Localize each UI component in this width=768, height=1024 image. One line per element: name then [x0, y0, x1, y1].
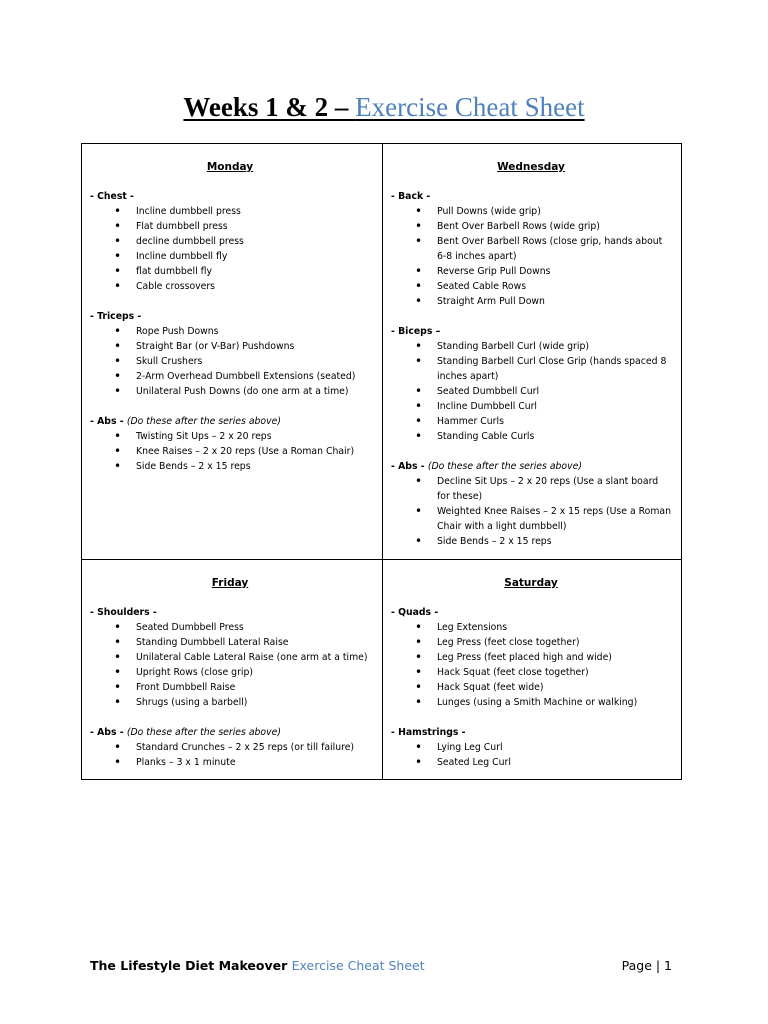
- exercise-item: • Twisting Sit Ups – 2 x 20 reps: [114, 429, 370, 444]
- exercise-item: • Decline Sit Ups – 2 x 20 reps (Use a slant board for these): [415, 474, 671, 504]
- group-heading-label: - Hamstrings -: [391, 727, 466, 738]
- exercise-item: • Upright Rows (close grip): [114, 665, 370, 680]
- exercise-item: • Hack Squat (feet wide): [415, 680, 671, 695]
- group-heading-label: - Abs -: [90, 416, 127, 427]
- muscle-group: [90, 605, 370, 710]
- exercise-item: • Flat dumbbell press: [114, 219, 370, 234]
- exercise-list: [90, 429, 370, 474]
- group-heading-label: - Shoulders -: [90, 607, 157, 618]
- exercise-item: • Pull Downs (wide grip): [415, 204, 671, 219]
- exercise-item: • Incline dumbbell press: [114, 204, 370, 219]
- exercise-item: • Bent Over Barbell Rows (close grip, hands about 6-8 inches apart): [415, 234, 671, 264]
- exercise-item: • Standing Barbell Curl Close Grip (hands spaced 8 inches apart): [415, 354, 671, 384]
- exercise-list: [391, 474, 671, 549]
- group-heading-label: - Back -: [391, 191, 431, 202]
- group-heading: [90, 414, 370, 429]
- exercise-item: • Seated Cable Rows: [415, 279, 671, 294]
- muscle-group: [90, 725, 370, 770]
- exercise-item: • Leg Extensions: [415, 620, 671, 635]
- exercise-item: • Bent Over Barbell Rows (wide grip): [415, 219, 671, 234]
- exercise-list: [90, 740, 370, 770]
- group-heading-label: - Triceps -: [90, 311, 142, 322]
- exercise-item: • Lying Leg Curl: [415, 740, 671, 755]
- exercise-item: • Seated Leg Curl: [415, 755, 671, 770]
- muscle-group: [90, 189, 370, 294]
- group-heading-note: (Do these after the series above): [126, 416, 281, 427]
- exercise-item: • Lunges (using a Smith Machine or walking): [415, 695, 671, 710]
- group-heading: [391, 725, 671, 740]
- exercise-list: [391, 740, 671, 770]
- exercise-item: • flat dumbbell fly: [114, 264, 370, 279]
- group-heading: [90, 725, 370, 740]
- group-heading-note: (Do these after the series above): [126, 727, 281, 738]
- muscle-group: [391, 605, 671, 710]
- title-main: Weeks 1 & 2 –: [183, 92, 356, 122]
- exercise-item: • Standing Barbell Curl (wide grip): [415, 339, 671, 354]
- page-title: [0, 92, 768, 123]
- exercise-item: • Planks – 3 x 1 minute: [114, 755, 370, 770]
- exercise-item: • Seated Dumbbell Press: [114, 620, 370, 635]
- exercise-item: • Leg Press (feet placed high and wide): [415, 650, 671, 665]
- muscle-group: [391, 324, 671, 444]
- group-heading-note: (Do these after the series above): [427, 461, 582, 472]
- day-heading: Monday: [206, 161, 254, 173]
- group-heading: [391, 189, 671, 204]
- exercise-item: • Standing Cable Curls: [415, 429, 671, 444]
- page-number: Page | 1: [621, 958, 672, 973]
- exercise-list: [90, 620, 370, 710]
- group-heading-label: - Quads -: [391, 607, 439, 618]
- cell-saturday: [383, 560, 683, 770]
- group-heading: [90, 605, 370, 620]
- day-heading: Wednesday: [497, 161, 565, 173]
- group-heading-label: - Biceps –: [391, 326, 441, 337]
- exercise-item: • Cable crossovers: [114, 279, 370, 294]
- day-heading: Saturday: [504, 577, 558, 589]
- exercise-item: • Incline Dumbbell Curl: [415, 399, 671, 414]
- muscle-group: [90, 309, 370, 399]
- exercise-item: • Weighted Knee Raises – 2 x 15 reps (Use a Roman Chair with a light dumbbell): [415, 504, 671, 534]
- day-heading: Friday: [211, 577, 249, 589]
- workout-table: [81, 143, 682, 780]
- exercise-item: • Hack Squat (feet close together): [415, 665, 671, 680]
- footer-title: [90, 958, 425, 973]
- exercise-item: • Seated Dumbbell Curl: [415, 384, 671, 399]
- group-heading: [391, 459, 671, 474]
- cell-wednesday: [383, 144, 683, 549]
- footer-title-accent: Exercise Cheat Sheet: [291, 958, 425, 973]
- group-heading-label: - Chest -: [90, 191, 134, 202]
- exercise-item: • 2-Arm Overhead Dumbbell Extensions (seated): [114, 369, 370, 384]
- exercise-item: • Side Bends – 2 x 15 reps: [415, 534, 671, 549]
- muscle-group: [391, 725, 671, 770]
- exercise-item: • Standard Crunches – 2 x 25 reps (or till failure): [114, 740, 370, 755]
- group-heading: [90, 189, 370, 204]
- exercise-item: • Unilateral Push Downs (do one arm at a time): [114, 384, 370, 399]
- footer-title-main: The Lifestyle Diet Makeover: [90, 958, 292, 973]
- muscle-group: [391, 189, 671, 309]
- group-heading: [90, 309, 370, 324]
- exercise-item: • Knee Raises – 2 x 20 reps (Use a Roman Chair): [114, 444, 370, 459]
- exercise-item: • Straight Bar (or V-Bar) Pushdowns: [114, 339, 370, 354]
- exercise-item: • Leg Press (feet close together): [415, 635, 671, 650]
- exercise-item: • Straight Arm Pull Down: [415, 294, 671, 309]
- exercise-list: [391, 204, 671, 309]
- exercise-item: • Standing Dumbbell Lateral Raise: [114, 635, 370, 650]
- exercise-item: • Hammer Curls: [415, 414, 671, 429]
- exercise-list: [90, 204, 370, 294]
- group-heading-label: - Abs -: [90, 727, 127, 738]
- exercise-item: • Unilateral Cable Lateral Raise (one arm at a time): [114, 650, 370, 665]
- exercise-item: • Side Bends – 2 x 15 reps: [114, 459, 370, 474]
- cell-friday: [82, 560, 382, 770]
- exercise-item: • Front Dumbbell Raise: [114, 680, 370, 695]
- group-heading: [391, 324, 671, 339]
- cell-monday: [82, 144, 382, 474]
- exercise-list: [90, 324, 370, 399]
- exercise-list: [391, 339, 671, 444]
- title-accent: Exercise Cheat Sheet: [355, 92, 585, 122]
- exercise-item: • Incline dumbbell fly: [114, 249, 370, 264]
- group-heading-label: - Abs -: [391, 461, 428, 472]
- exercise-item: • decline dumbbell press: [114, 234, 370, 249]
- exercise-item: • Shrugs (using a barbell): [114, 695, 370, 710]
- group-heading: [391, 605, 671, 620]
- muscle-group: [90, 414, 370, 474]
- exercise-item: • Reverse Grip Pull Downs: [415, 264, 671, 279]
- exercise-list: [391, 620, 671, 710]
- exercise-item: • Rope Push Downs: [114, 324, 370, 339]
- muscle-group: [391, 459, 671, 549]
- exercise-item: • Skull Crushers: [114, 354, 370, 369]
